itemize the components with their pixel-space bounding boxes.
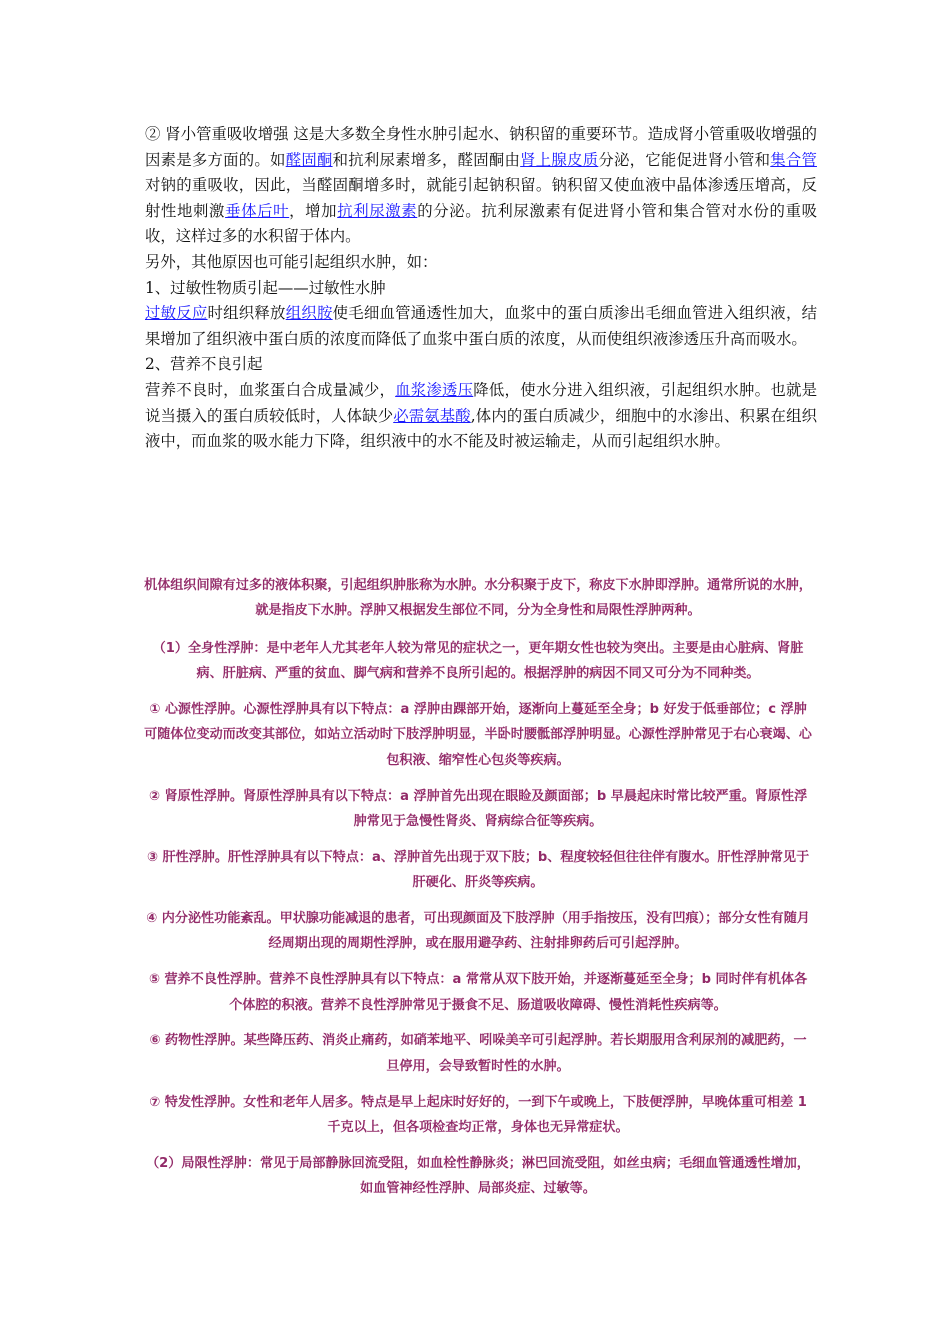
link-essential-amino-acids[interactable]: 必需氨基酸 — [393, 406, 471, 425]
link-adrenal-cortex[interactable]: 肾上腺皮质 — [520, 150, 599, 169]
link-aldosterone[interactable]: 醛固酮 — [285, 150, 333, 169]
text-run: ，增加 — [289, 201, 338, 220]
link-antidiuretic-hormone[interactable]: 抗利尿激素 — [337, 201, 418, 220]
paragraph-cardiac-edema: ① 心源性浮肿。心源性浮肿具有以下特点：a 浮肿由踝部开始，逐渐向上蔓延至全身；b 好发于低垂部位；c 浮肿可随体位变动而改变其部位，如站立活动时下肢浮肿明显，半卧时腰骶部浮肿明显。心源性浮肿常见于右心衰竭、心包积液、缩窄性心包炎等疾病。 — [144, 702, 812, 768]
heading-malnutrition: 2、营养不良引起 — [145, 355, 263, 374]
text-run: 的分泌。抗利尿激素有促进肾小管和集合管对水份的重吸收，这样过多的水积留于体内。 — [145, 201, 817, 246]
link-posterior-pituitary[interactable]: 垂体后叶 — [225, 201, 290, 220]
paragraph-renal-tubule — [145, 122, 817, 250]
paragraph-drug-edema: ⑥ 药物性浮肿。某些降压药、消炎止痛药，如硝苯地平、吲哚美辛可引起浮肿。若长期服用含利尿剂的减肥药，一旦停用，会导致暂时性的水肿。 — [149, 1033, 807, 1074]
text-run: 时组织释放 — [207, 304, 286, 323]
paragraph-nutritional-edema: ⑤ 营养不良性浮肿。营养不良性浮肿具有以下特点：a 常常从双下肢开始，并逐渐蔓延至全身；b 同时伴有机体各个体腔的积液。营养不良性浮肿常见于摄食不足、肠道吸收障碍、慢性消耗性疾病等。 — [148, 972, 808, 1013]
heading-allergic-edema: 1、过敏性物质引起——过敏性水肿 — [145, 278, 386, 297]
paragraph-general-edema: （1）全身性浮肿：是中老年人尤其老年人较为常见的症状之一，更年期女性也较为突出。主要是由心脏病、肾脏病、肝脏病、严重的贫血、脚气病和营养不良所引起的。根据浮肿的病因不同又可分为不同种类。 — [152, 640, 804, 682]
text-run: 对钠的重吸收，因此，当醛固酮增多时，就能引起钠积留。钠积留又使血液中晶体渗透压增高，反射性地刺激 — [145, 176, 817, 220]
paragraph-local-edema: （2）局限性浮肿：常见于局部静脉回流受阻，如血栓性静脉炎；淋巴回流受阻，如丝虫病；毛细血管通透性增加，如血管神经性浮肿、局部炎症、过敏等。 — [146, 1155, 810, 1197]
text-run: 使毛细血管通透性加大，血浆中的蛋白质渗出毛细血管进入组织液，结果增加了组织液中蛋白质的浓度而降低了血浆中蛋白质的浓度，从而使组织液渗透压升高而吸水。 — [145, 304, 817, 348]
text-run: 和抗利尿素增多，醛固酮由 — [332, 150, 521, 169]
text-run: ,体内的蛋白质减少，细胞中的水渗出、积累在组织液中，而血浆的吸水能力下降，组织液中的水不能及时被运输走，从而引起组织水肿。 — [145, 406, 817, 451]
link-allergic-reaction[interactable]: 过敏反应 — [145, 304, 208, 323]
edema-section — [143, 573, 813, 1212]
paragraph-allergic — [145, 301, 817, 352]
link-collecting-duct[interactable]: 集合管 — [770, 150, 817, 169]
paragraph-endocrine-edema: ④ 内分泌性功能紊乱。甲状腺功能减退的患者，可出现颜面及下肢浮肿（用手指按压，没有凹痕）；部分女性有随月经周期出现的周期性浮肿，或在服用避孕药、注射排卵药后可引起浮肿。 — [146, 911, 810, 952]
link-histamine[interactable]: 组织胺 — [285, 304, 333, 323]
link-plasma-osmotic-pressure[interactable]: 血浆渗透压 — [395, 380, 474, 399]
article-body — [145, 122, 817, 455]
paragraph-malnutrition — [145, 378, 817, 455]
paragraph-renal-edema: ② 肾原性浮肿。肾原性浮肿具有以下特点：a 浮肿首先出现在眼睑及颜面部；b 早晨起床时常比较严重。肾原性浮肿常见于急慢性肾炎、肾病综合征等疾病。 — [148, 788, 808, 830]
paragraph-idiopathic-edema: ⑦ 特发性浮肿。女性和老年人居多。特点是早上起床时好好的，一到下午或晚上，下肢便浮肿，早晚体重可相差 1 千克以上，但各项检查均正常，身体也无异常症状。 — [149, 1094, 807, 1136]
paragraph-hepatic-edema: ③ 肝性浮肿。肝性浮肿具有以下特点：a、浮肿首先出现于双下肢；b、程度较轻但往往伴有腹水。肝性浮肿常见于肝硬化、肝炎等疾病。 — [146, 849, 810, 891]
text-run: 降低，使水分进入组织液，引起组织水肿。也就是说当摄入的蛋白质较低时，人体缺少 — [145, 380, 817, 425]
text-run: 营养不良时，血浆蛋白合成量减少， — [145, 380, 396, 399]
text-run: 分泌，它能促进肾小管和 — [598, 150, 771, 169]
paragraph-other-causes: 另外，其他原因也可能引起组织水肿，如： — [145, 252, 438, 271]
paragraph-edema-intro: 机体组织间隙有过多的液体积聚，引起组织肿胀称为水肿。水分积聚于皮下，称皮下水肿即浮肿。通常所说的水肿，就是指皮下水肿。浮肿又根据发生部位不同，分为全身性和局限性浮肿两种。 — [144, 578, 812, 619]
text-run: ② 肾小管重吸收增强 这是大多数全身性水肿引起水、钠积留的重要环节。造成肾小管重吸收增强的因素是多方面的。如 — [145, 125, 817, 169]
